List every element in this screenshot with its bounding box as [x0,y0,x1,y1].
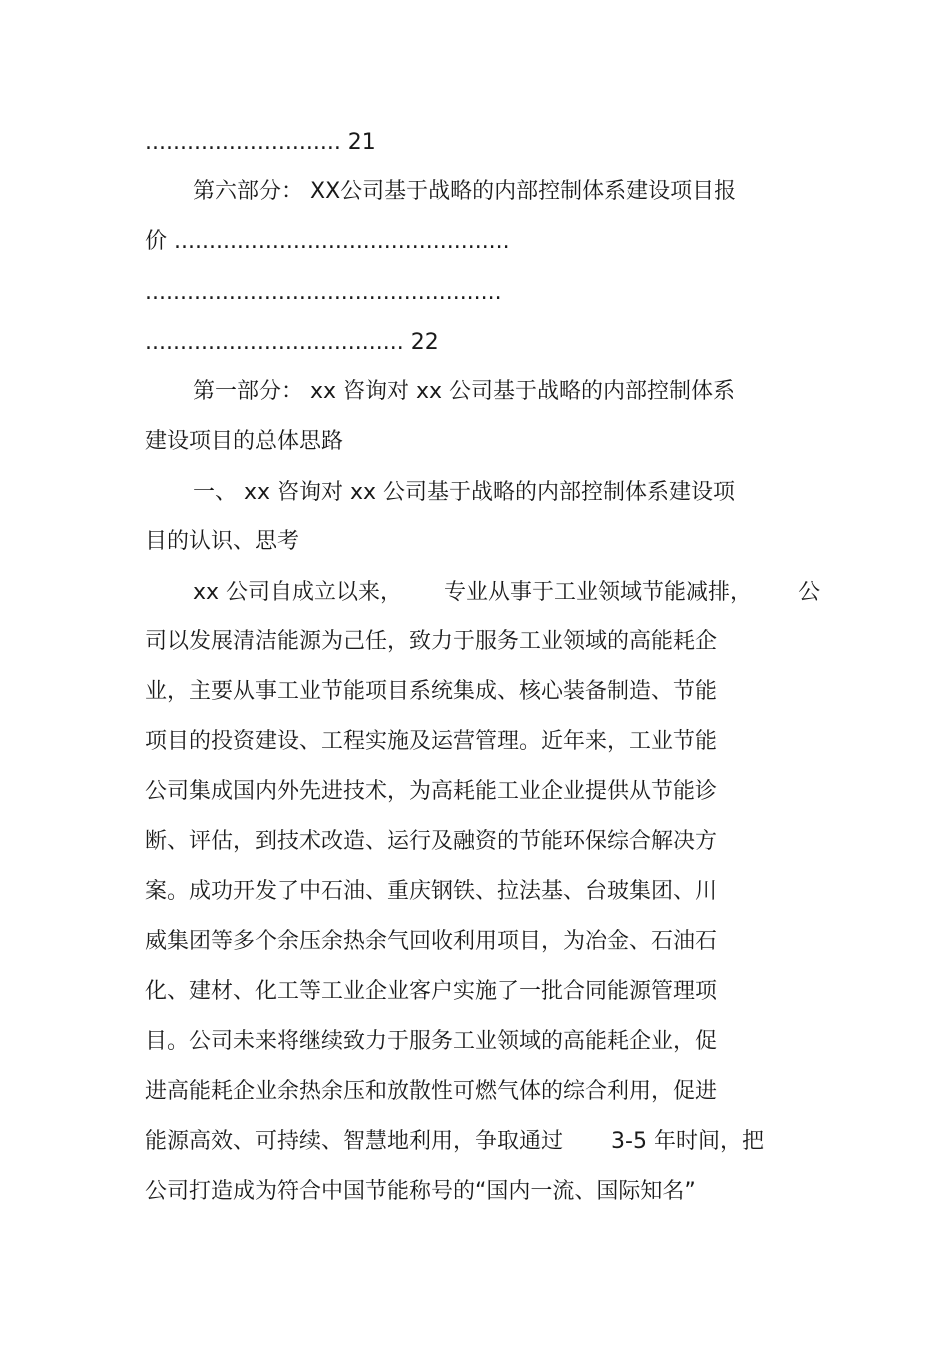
section1-heading-line1: 一、 xx 咨询对 xx 公司基于战略的内部控制体系建设项 [193,480,736,505]
toc-line: ..................................... 22 [145,330,439,355]
paragraph-line [145,1128,764,1156]
paragraph-line [193,579,820,607]
part1-heading-line2: 建设项目的总体思路 [145,429,344,454]
paragraph-text: 公 [798,580,821,605]
paragraph-line: 化、建材、化工等工业企业客户实施了一批合同能源管理项 [145,979,718,1004]
paragraph-line: 进高能耗企业余热余压和放散性可燃气体的综合利用，促进 [145,1079,718,1104]
paragraph-text: 专业从事于工业领域节能减排， [444,580,753,605]
toc-entry-part6: 第六部分： XX公司基于战略的内部控制体系建设项目报 [193,179,737,204]
toc-line: ............................ 21 [145,130,376,155]
paragraph-line: 目。公司未来将继续致力于服务工业领域的高能耗企业，促 [145,1029,718,1054]
paragraph-line: 公司打造成为符合中国节能称号的“国内一流、国际知名” [145,1179,696,1204]
paragraph-line: 断、评估，到技术改造、运行及融资的节能环保综合解决方 [145,829,718,854]
part1-heading-line1: 第一部分： xx 咨询对 xx 公司基于战略的内部控制体系 [193,379,736,404]
paragraph-line: 司以发展清洁能源为己任，致力于服务工业领域的高能耗企 [145,629,718,654]
paragraph-line: 公司集成国内外先进技术，为高耗能工业企业提供从节能诊 [145,779,718,804]
paragraph-text: 3-5 年时间，把 [611,1129,764,1154]
paragraph-text: xx 公司自成立以来， [193,580,403,605]
paragraph-line: 案。成功开发了中石油、重庆钢铁、拉法基、台玻集团、川 [145,879,718,904]
paragraph-line: 业，主要从事工业节能项目系统集成、核心装备制造、节能 [145,679,718,704]
toc-line: 价 ................................................ [145,229,510,254]
paragraph-text: 能源高效、可持续、智慧地利用，争取通过 [145,1129,564,1154]
paragraph-line: 威集团等多个余压余热余气回收利用项目，为冶金、石油石 [145,929,718,954]
paragraph-line: 项目的投资建设、工程实施及运营管理。近年来，工业节能 [145,729,718,754]
section1-heading-line2: 目的认识、思考 [145,529,300,554]
toc-line: ................................................... [145,280,502,305]
